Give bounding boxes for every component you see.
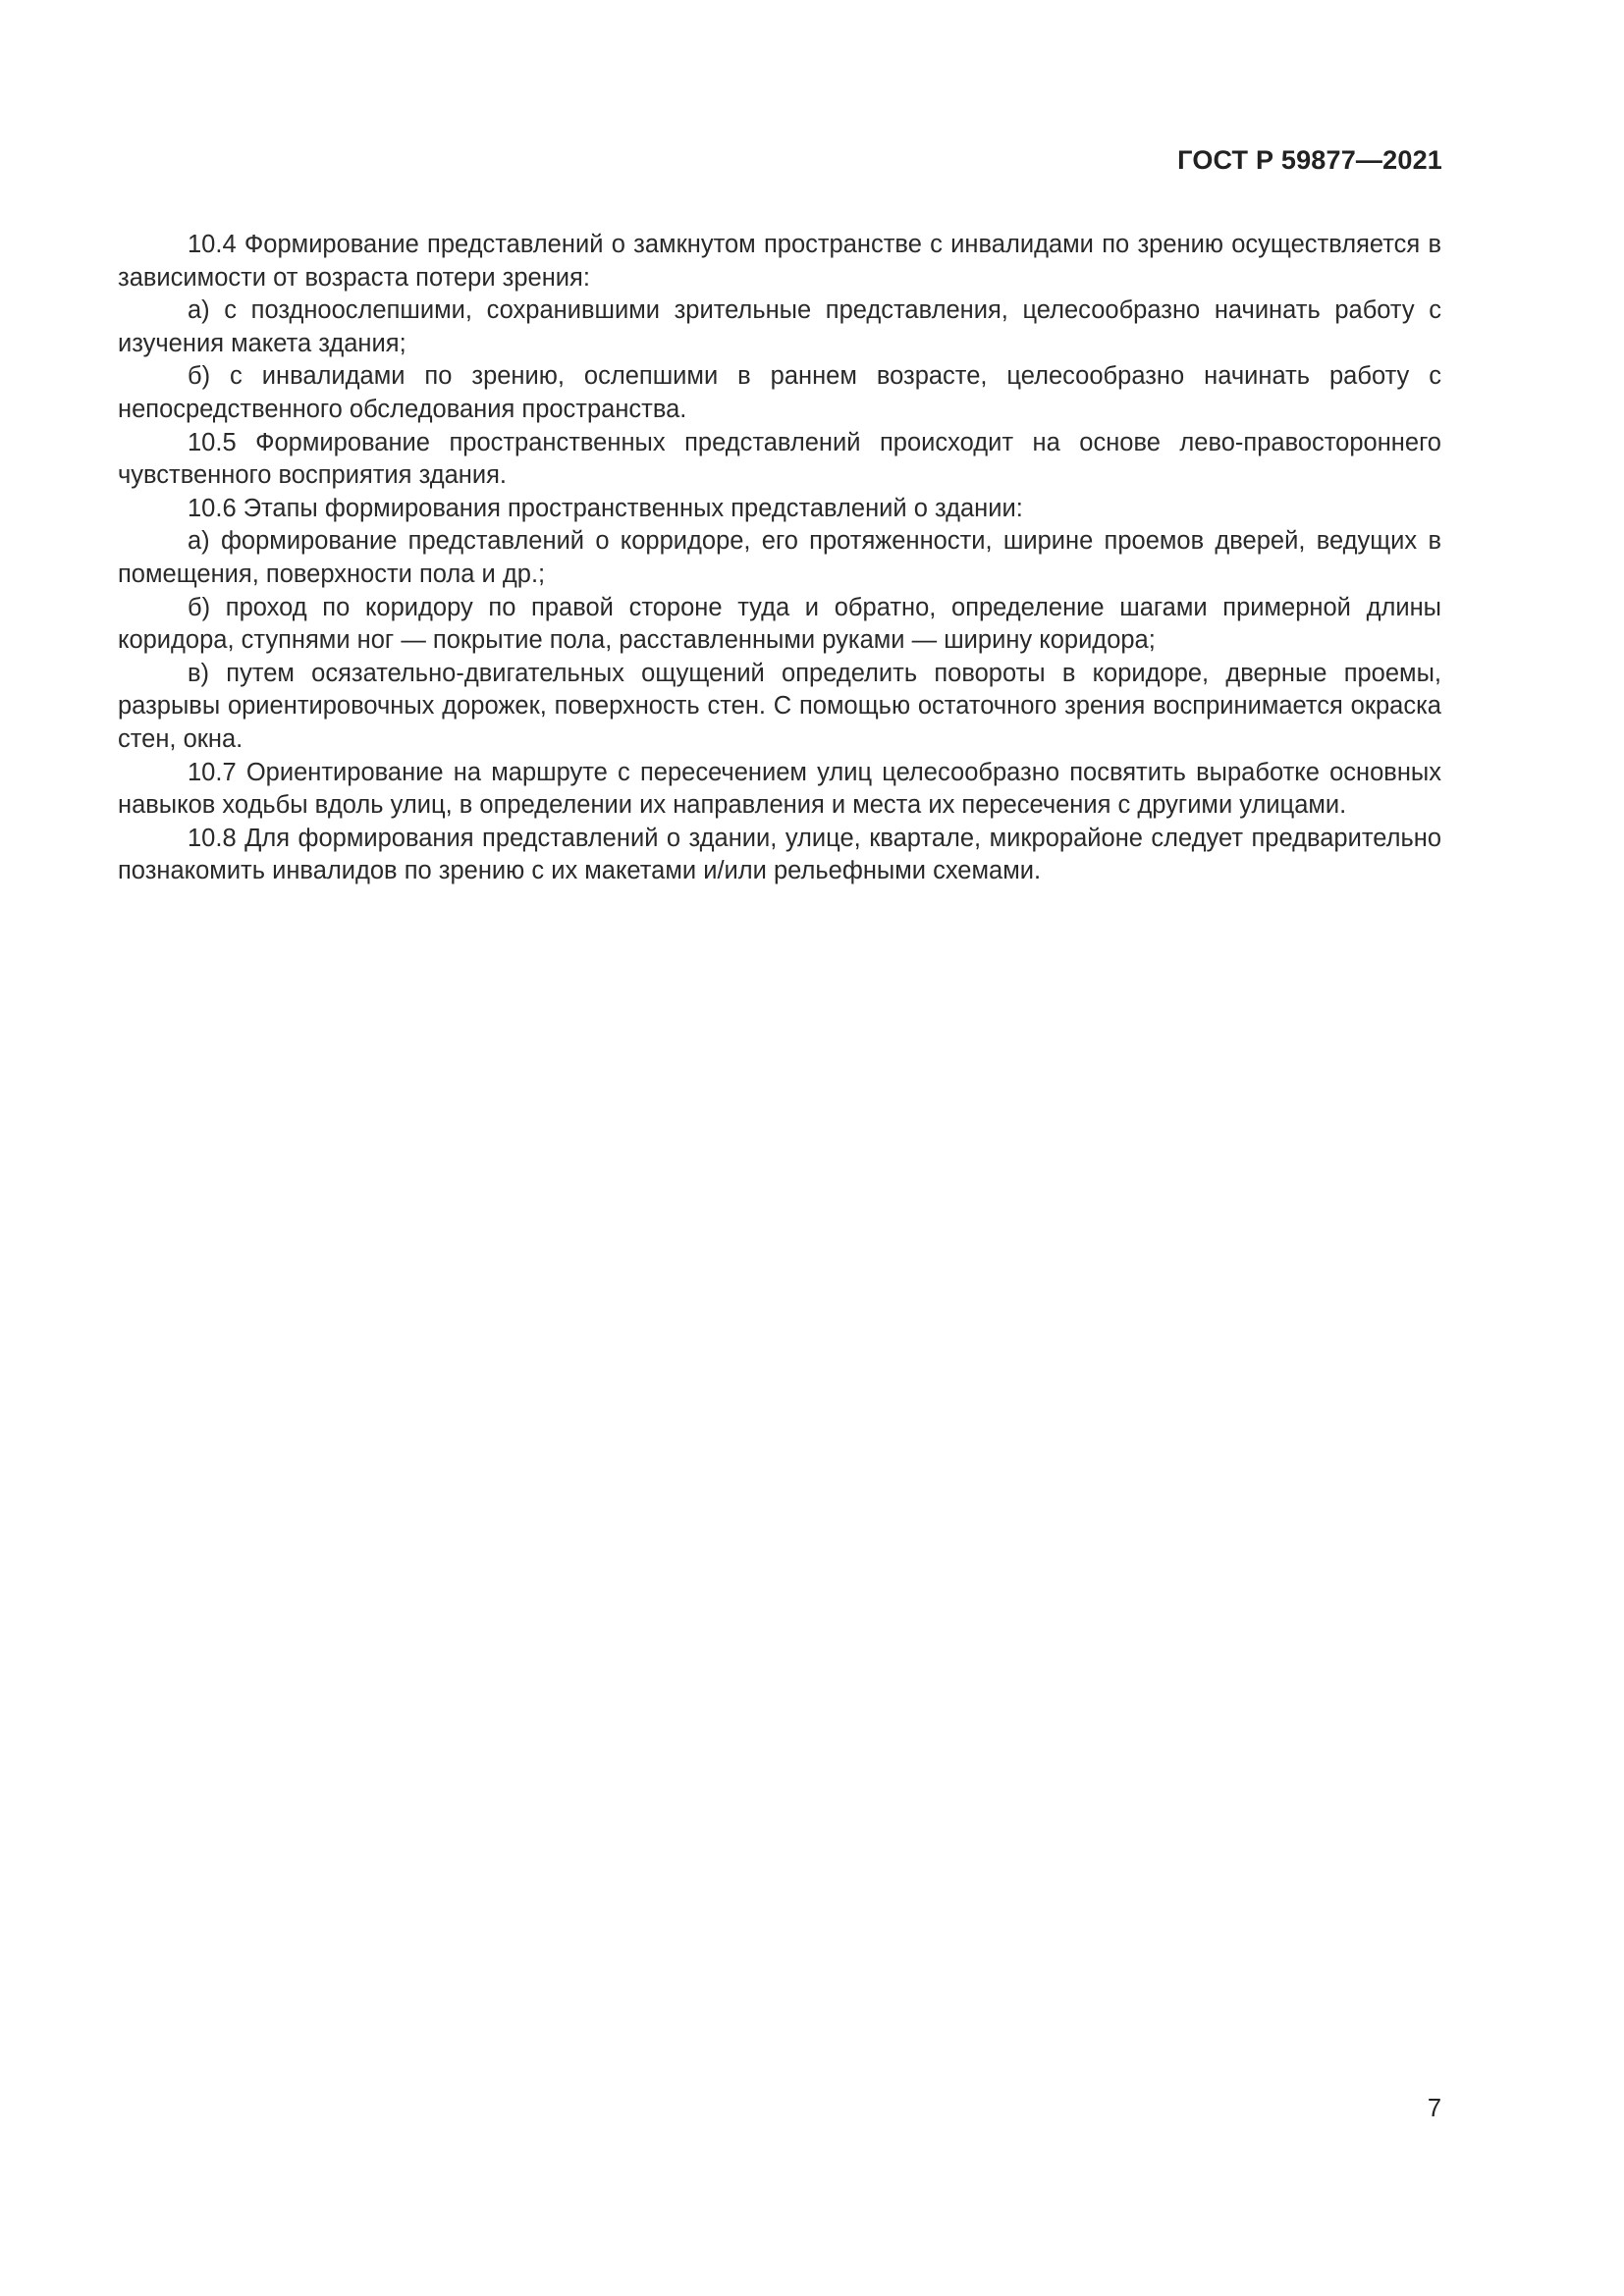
paragraph-10-4-b: б) с инвалидами по зрению, ослепшими в раннем возрасте, целесообразно начинать работу с непосредственного обследования пространства. — [118, 362, 1441, 423]
document-body — [118, 229, 1441, 888]
page-number: 7 — [1427, 2095, 1441, 2122]
paragraph-10-4-a: а) с поздноослепшими, сохранившими зрительные представления, целесообразно начинать работу с изучения макета здания; — [118, 296, 1441, 357]
paragraph-10-6-v: в) путем осязательно-двигательных ощущений определить повороты в коридоре, дверные проемы, разрывы ориентировочных дорожек, поверхность стен. С помощью остаточного зрения воспринимается окраска стен, окна. — [118, 659, 1441, 753]
document-code: ГОСТ Р 59877—2021 — [1177, 145, 1442, 175]
paragraph-10-8: 10.8 Для формирования представлений о здании, улице, квартале, микрорайоне следует предварительно познакомить инвалидов по зрению с их макетами и/или рельефными схемами. — [118, 824, 1441, 885]
paragraph-10-6-b: б) проход по коридору по правой стороне туда и обратно, определение шагами примерной длины коридора, ступнями ног — покрытие пола, расставленными руками — ширину коридора; — [118, 593, 1441, 655]
paragraph-10-7: 10.7 Ориентирование на маршруте с пересечением улиц целесообразно посвятить выработке основных навыков ходьбы вдоль улиц, в определении их направления и места их пересечения с другими улицами. — [118, 758, 1441, 820]
paragraph-10-4: 10.4 Формирование представлений о замкнутом пространстве с инвалидами по зрению осуществляется в зависимости от возраста потери зрения: — [118, 231, 1441, 292]
paragraph-10-6-a: а) формирование представлений о корридоре, его протяженности, ширине проемов дверей, ведущих в помещения, поверхности пола и др.; — [118, 527, 1441, 588]
paragraph-10-5: 10.5 Формирование пространственных представлений происходит на основе лево-правостороннего чувственного восприятия здания. — [118, 428, 1441, 490]
paragraph-10-6: 10.6 Этапы формирования пространственных представлений о здании: — [188, 494, 1023, 522]
